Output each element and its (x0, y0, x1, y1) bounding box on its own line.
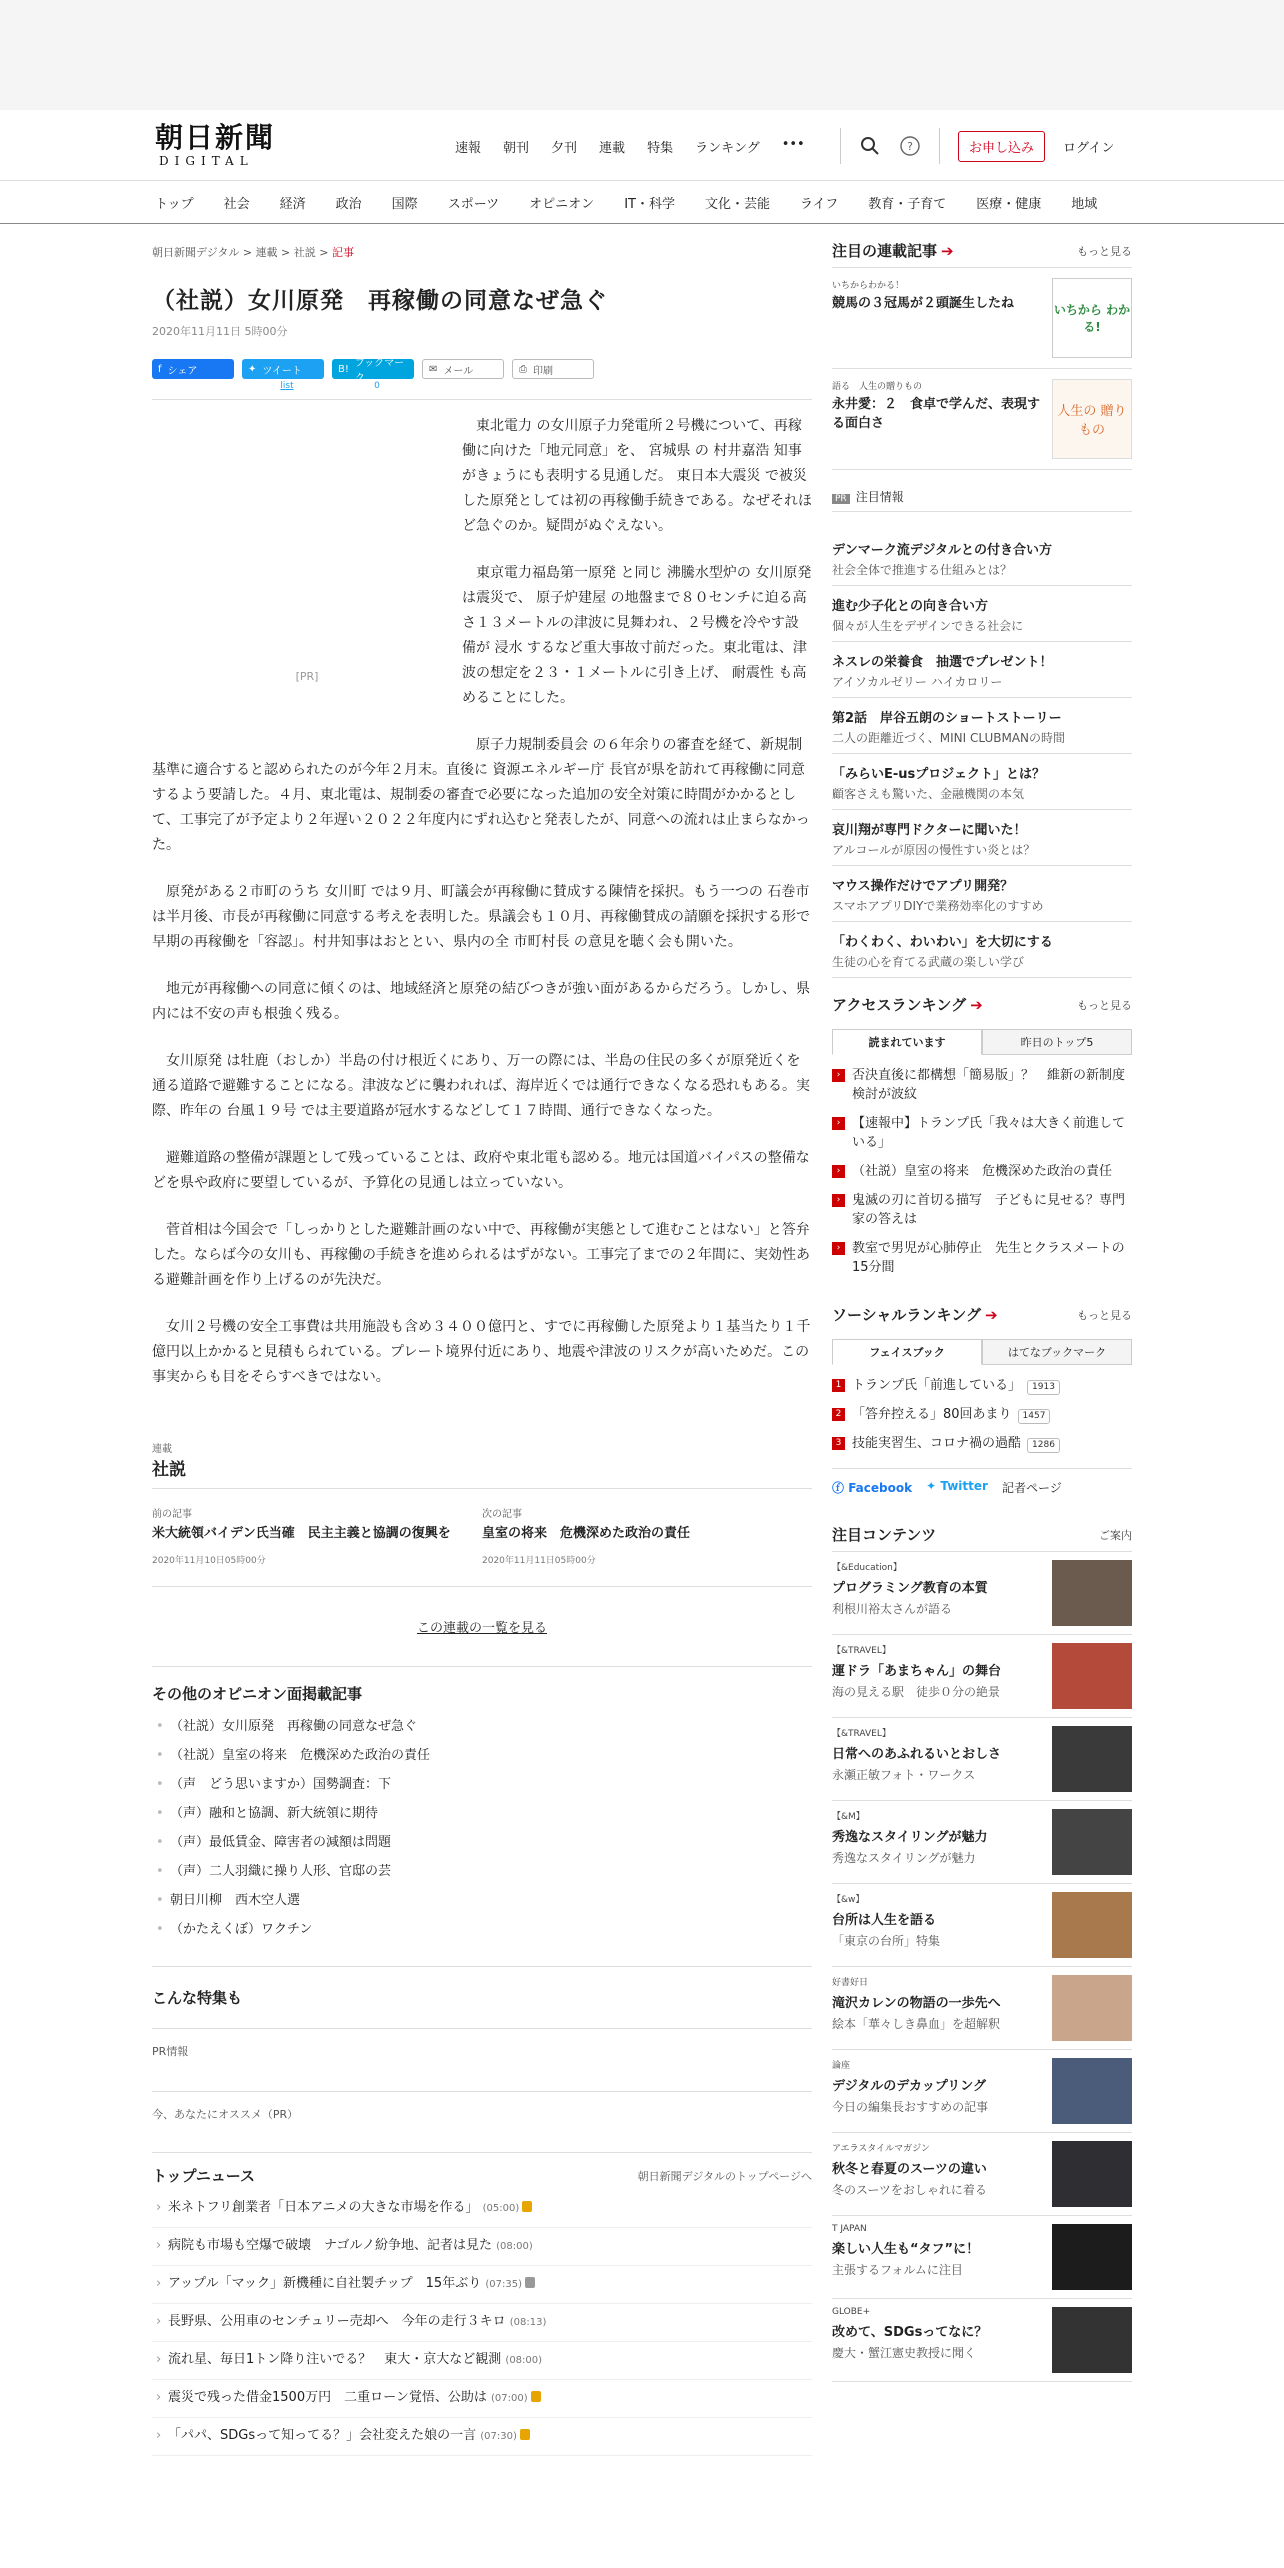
cat-keizai[interactable]: 経済 (279, 196, 306, 212)
facebook-share-button[interactable] (152, 359, 234, 379)
pr-label: [PR] (295, 670, 319, 683)
rank-marker-icon: › (832, 1117, 845, 1130)
content-thumb (1052, 1643, 1132, 1709)
serial-item[interactable] (832, 369, 1132, 470)
article-paragraph: 地元が再稼働への同意に傾くのは、地域経済と原発の結びつきが強い面があるからだろう。しかし、県内には不安の声も根強く残る。 (152, 981, 810, 1022)
content-title: デジタルのデカップリング (832, 2079, 987, 2094)
news-time: (07:00) (490, 2393, 528, 2404)
ranking-item[interactable] (832, 1186, 1132, 1234)
ranking-item[interactable] (832, 1061, 1132, 1109)
header-actions (840, 128, 1114, 164)
rank-marker-icon: › (832, 1069, 845, 1082)
pr-item-sub: 生徒の心を育てる武蔵の楽しい学び (832, 955, 1025, 969)
content-item[interactable] (832, 2133, 1132, 2216)
divider (840, 128, 841, 164)
facebook-icon: ⓕ (832, 1481, 849, 1495)
next-article[interactable] (482, 1505, 812, 1566)
pr-item-title: 「わくわく、わいわい」を大切にする (832, 935, 1053, 950)
content-tag: 【&TRAVEL】 (832, 1646, 891, 1656)
lock-icon (525, 2277, 535, 2288)
ranking-title: 【速報中】トランプ氏「我々は大きく前進している」 (852, 1116, 1126, 1150)
social-links (832, 1468, 1132, 1496)
news-time: (05:00) (482, 2203, 520, 2214)
article-paragraph: 女川原発 は牡鹿（おしか）半島の付け根近くにあり、万一の際には、半島の住民の多くが原発近くを通る道路で避難することになる。津波などに襲われれば、海岸近くでは通行できなくなる恐れもある。実際、昨年の 台風１９号 では主要道路が冠水するなどして１７時間、通行できなくなった。 (152, 1053, 810, 1119)
news-time: (08:13) (509, 2317, 547, 2328)
content-tag: アエラスタイルマガジン (832, 2144, 930, 2154)
help-icon[interactable] (899, 135, 921, 157)
series-label: 連載 (152, 1444, 172, 1455)
nav-rensai[interactable]: 連載 (599, 141, 626, 156)
apply-button[interactable]: お申し込み (958, 131, 1045, 162)
content-thumb (1052, 2141, 1132, 2207)
rank-number: 2 (832, 1408, 845, 1421)
cat-top[interactable]: トップ (155, 196, 194, 212)
share-count: 1913 (1027, 1380, 1060, 1395)
twitter-share-button[interactable] (242, 359, 324, 379)
series-name[interactable]: 社説 (152, 1460, 186, 1480)
access-title: アクセスランキング (832, 996, 967, 1014)
share-label: シェア (167, 365, 198, 377)
content-thumb (1052, 1892, 1132, 1958)
facebook-icon: f (158, 363, 162, 375)
prev-next (152, 1488, 812, 1566)
topnews-link[interactable]: 朝日新聞デジタルのトップページへ (637, 2169, 812, 2183)
feature-title: こんな特集も (152, 1989, 243, 2007)
content-item[interactable] (832, 1967, 1132, 2050)
list-item[interactable]: • （かたえくぼ）ワクチン (152, 1915, 812, 1944)
facebook-label: Facebook (848, 1481, 913, 1495)
content-sub: 主張するフォルムに注目 (832, 2263, 963, 2277)
serial-title: 注目の連載記事 (832, 242, 938, 260)
list-item[interactable]: • 朝日川柳 西木空人選 (152, 1886, 812, 1915)
rank-number: 1 (832, 1379, 845, 1392)
prev-title: 米大統領バイデン氏当確 民主主義と協調の復興を (152, 1526, 451, 1541)
rank-number: 3 (832, 1437, 845, 1450)
series-list-link[interactable]: この連載の一覧を見る (416, 1621, 547, 1636)
news-title: 「パパ、SDGsって知ってる？」会社変えた娘の一言 (168, 2428, 477, 2443)
next-date: 2020年11月11日05時00分 (482, 1556, 596, 1566)
pr-item-sub: 顧客さえも驚いた、金融機関の本気 (832, 787, 1025, 801)
content-item[interactable] (832, 2216, 1132, 2299)
series-block (152, 1440, 812, 1667)
nav-choukan[interactable]: 朝刊 (503, 141, 530, 156)
news-title: 長野県、公用車のセンチュリー売却へ 今年の走行３キロ (168, 2314, 506, 2329)
tweet-count[interactable]: list (280, 381, 294, 391)
serial-item[interactable] (832, 268, 1132, 369)
site-logo[interactable] (155, 122, 285, 168)
next-label: 次の記事 (482, 1509, 522, 1520)
ranking-title: 技能実習生、コロナ禍の過酷 (852, 1436, 1022, 1451)
nav-ranking[interactable]: ランキング (695, 141, 760, 156)
list-item[interactable]: • （声 どう思いますか）国勢調査：下 (152, 1770, 812, 1799)
rank-marker-icon: › (832, 1165, 845, 1178)
hatena-bookmark-button[interactable] (332, 358, 414, 384)
serial-item-title: 競馬の３冠馬が２頭誕生したね (832, 296, 1015, 311)
content-tag: 好書好日 (832, 1978, 869, 1988)
news-time: (07:30) (480, 2431, 517, 2442)
content-item[interactable] (832, 1884, 1132, 1967)
pr-item-title: 進む少子化との向き合い方 (832, 599, 989, 614)
prev-label: 前の記事 (152, 1509, 192, 1520)
pr-item-sub: 二人の距離近づく、MINI CLUBMANの時間 (832, 731, 1066, 745)
news-item[interactable] (152, 2418, 812, 2456)
access-tabs (832, 1029, 1132, 1055)
pr-info-label: PR情報 (152, 2028, 812, 2059)
article-paragraph: 原発がある２市町のうち 女川町 では９月、町議会が再稼働に賛成する陳情を採択。もう一つの 石巻市 は半月後、市長が再稼働に同意する考えを表明した。県議会も１０月、再稼働賛成の請願を採択する形で早期の再稼働を「容認」。村井知事はおととい、県内の全 市町村長 の意見を聴く会も開いた。 (152, 884, 810, 950)
twitter-icon: ✦ (926, 1479, 941, 1493)
nav-more[interactable]: ••• (781, 137, 805, 152)
content-sub: 永瀬正敏フォト・ワークス (832, 1768, 976, 1782)
hatena-icon: B! (338, 363, 349, 375)
content-title: 日常へのあふれるいとおしさ (832, 1747, 1002, 1762)
tab-yesterday[interactable]: 昨日のトップ5 (982, 1029, 1132, 1055)
recommend-label: 今、あなたにオススメ（PR） (152, 2091, 812, 2122)
mail-button[interactable] (422, 359, 504, 379)
serial-header (832, 240, 1132, 268)
news-title: 震災で残った借金1500万円 二重ローン覚悟、公助は (168, 2390, 487, 2405)
top-ad-area (0, 0, 1284, 110)
news-time: (08:00) (496, 2241, 533, 2252)
pr-item-sub: 個々が人生をデザインできる社会に (832, 619, 1024, 633)
serial-tag: いちからわかる！ (832, 281, 905, 291)
pr-item[interactable] (832, 866, 1132, 922)
access-ranking (832, 994, 1132, 1282)
list-item[interactable]: • （社説）女川原発 再稼働の同意なぜ急ぐ (152, 1712, 812, 1741)
share-bar (152, 358, 812, 384)
article-paragraph: 避難道路の整備が課題として残っていることは、政府や東北電も認める。地元は国道バイパスの整備などを県や政府に要望しているが、予算化の見通しは立っていない。 (152, 1150, 810, 1191)
social-title: ソーシャルランキング (832, 1306, 981, 1324)
content-tag: 【&M】 (832, 1812, 865, 1822)
main-column (152, 240, 812, 2456)
serial-more-link[interactable]: もっと見る (1077, 244, 1132, 258)
news-title: 米ネトフリ創業者「日本アニメの大きな市場を作る」 (168, 2200, 479, 2215)
contents-title: 注目コンテンツ (832, 1526, 937, 1544)
print-icon: ⎙ (519, 363, 527, 375)
news-item[interactable] (152, 2342, 812, 2380)
content-sub: 今日の編集長おすすめの記事 (832, 2100, 989, 2114)
article-title: （社説）女川原発 再稼働の同意なぜ急ぐ (152, 288, 608, 314)
cat-shakai[interactable]: 社会 (223, 196, 250, 212)
ranking-title: 否決直後に都構想「簡易版」？ 維新の新制度検討が波紋 (852, 1068, 1126, 1102)
article-body (152, 414, 812, 1390)
content-item[interactable] (832, 1635, 1132, 1718)
category-nav (0, 180, 1284, 224)
pr-ad-slot (152, 414, 462, 734)
content-thumb (1052, 2224, 1132, 2290)
pr-item[interactable] (832, 586, 1132, 642)
svg-text:?: ? (907, 140, 913, 153)
facebook-link[interactable] (832, 1479, 912, 1496)
content-sub: 慶大・蟹江憲史教授に聞く (832, 2346, 977, 2360)
print-button[interactable] (512, 359, 594, 379)
content-tag: T JAPAN (832, 2224, 867, 2234)
pr-item-title: ネスレの栄養食 抽選でプレゼント！ (832, 655, 1053, 670)
content-thumb (1052, 1975, 1132, 2041)
ranking-item[interactable] (832, 1157, 1132, 1186)
arrow-right-icon: ➔ (984, 1306, 998, 1324)
ranking-item[interactable] (832, 1429, 1132, 1458)
news-item[interactable] (152, 2228, 812, 2266)
pr-item-title: マウス操作だけでアプリ開発？ (832, 879, 1014, 894)
social-list (832, 1371, 1132, 1458)
news-title: アップル「マック」新機種に自社製チップ 15年ぶり (168, 2276, 482, 2291)
access-more-link[interactable]: もっと見る (1077, 998, 1132, 1012)
list-item[interactable]: • （声）最低賃金、障害者の減額は問題 (152, 1828, 812, 1857)
content-title: プログラミング教育の本質 (832, 1581, 988, 1596)
cat-seiji[interactable]: 政治 (335, 196, 362, 212)
pr-item-sub: アルコールが原因の慢性すい炎とは？ (832, 843, 1036, 857)
tab-reading[interactable]: 読まれています (832, 1029, 982, 1055)
pr-item-title: 哀川翔が専門ドクターに聞いた！ (832, 823, 1027, 838)
site-header (0, 110, 1284, 180)
twitter-icon: ✦ (248, 363, 257, 375)
rank-marker-icon: › (832, 1194, 845, 1207)
content-sub: 秀逸なスタイリングが魅力 (832, 1851, 976, 1865)
content-title: 秀逸なスタイリングが魅力 (832, 1830, 988, 1845)
list-item[interactable]: • （社説）皇室の将来 危機深めた政治の責任 (152, 1741, 812, 1770)
ranking-title: （社説）皇室の将来 危機深めた政治の責任 (852, 1164, 1113, 1179)
pr-item-sub: アイソカルゼリー ハイカロリー (832, 675, 1003, 689)
pr-item-title: 「みらいE-usプロジェクト」とは？ (832, 767, 1046, 782)
article-paragraph: 原子力規制委員会 の６年余りの審査を経て、新規制基準に適合すると認められたのが今年２月末。直後に 資源エネルギー庁 長官が県を訪れて再稼働に同意するよう要請した。４月、東北電は、規制委の審査で必要になった追加の安全対策に時間がかかるとして、工事完了が予定より２年遅い２０２２年度内にずれ込むと発表したが、同意への流れは止まらなかった。 (152, 737, 810, 853)
print-label: 印刷 (533, 365, 553, 377)
bookmark-label: ブックマーク (354, 358, 405, 384)
content-title: 台所は人生を語る (832, 1913, 937, 1928)
content-sub: 海の見える駅 徒歩０分の絶景 (832, 1685, 1001, 1699)
cat-kokusai[interactable]: 国際 (391, 196, 418, 212)
share-count: 1286 (1027, 1438, 1060, 1453)
pr-list (832, 530, 1132, 978)
ranking-title: 「答弁控える」80回あまり (852, 1407, 1012, 1422)
top-news (152, 2152, 812, 2456)
lock-icon (531, 2391, 541, 2402)
pr-item-title: デンマーク流デジタルとの付き合い方 (832, 543, 1052, 558)
content-thumb (1052, 1560, 1132, 1626)
tweet-label: ツイート (262, 365, 302, 377)
content-tag: 【&TRAVEL】 (832, 1729, 891, 1739)
content-sub: 利根川裕太さんが語る (832, 1602, 953, 1616)
lock-icon (522, 2201, 532, 2212)
content-title: 秋冬と春夏のスーツの違い (832, 2162, 987, 2177)
content-title: 運ドラ「あまちゃん」の舞台 (832, 1664, 1002, 1679)
pr-item[interactable] (832, 922, 1132, 978)
cat-chiiki[interactable]: 地域 (1071, 196, 1098, 212)
article-paragraph: 女川２号機の安全工事費は共用施設も含め３４００億円と、すでに再稼働した原発より１基当たり１千億円以上かかると見積もられている。プレート境界付近にあり、地震や津波のリスクが高いためだ。この事実からも目をそらすべきではない。 (152, 1319, 811, 1385)
serial-thumb: いちから わかる! (1052, 278, 1132, 358)
content-tag: 論座 (832, 2061, 851, 2071)
share-count: 1457 (1018, 1409, 1051, 1424)
article-paragraph: 東北電力 の女川原子力発電所２号機について、再稼働に向けた「地元同意」を、 宮城県 の 村井嘉浩 知事がきょうにも表明する見通しだ。 東日本大震災 で被災した原発としては初の再稼働手続きである。なぜそれほど急ぐのか。疑問がぬぐえない。 (462, 418, 812, 534)
next-title: 皇室の将来 危機深めた政治の責任 (482, 1526, 691, 1541)
guide-link[interactable]: ご案内 (1099, 1528, 1132, 1542)
pr-item-sub: 社会全体で推進する仕組みとは？ (832, 563, 1013, 577)
content-item[interactable] (832, 1718, 1132, 1801)
opinion-title: その他のオピニオン面掲載記事 (152, 1685, 363, 1703)
crumb-current: 記事 (332, 246, 354, 259)
cat-opinion[interactable]: オピニオン (529, 196, 595, 212)
crumb-rensai[interactable]: 連載 (255, 246, 278, 259)
content-tag: 【&Education】 (832, 1563, 902, 1573)
ranking-item[interactable] (832, 1400, 1132, 1429)
pr-title: 注目情報 (855, 490, 904, 504)
serial-tag: 語る 人生の贈りもの (832, 382, 923, 392)
content-item[interactable] (832, 1801, 1132, 1884)
pr-item[interactable] (832, 754, 1132, 810)
access-list (832, 1061, 1132, 1282)
content-thumb (1052, 2307, 1132, 2373)
cat-life[interactable]: ライフ (799, 196, 839, 212)
social-tabs (832, 1339, 1132, 1365)
content-thumb (1052, 2058, 1132, 2124)
article-date: 2020年11月11日 5時00分 (152, 325, 288, 338)
content-title: 滝沢カレンの物語の一歩先へ (832, 1996, 1001, 2011)
news-item[interactable] (152, 2190, 812, 2228)
ranking-title: 鬼滅の刃に首切る描写 子どもに見せる？専門家の答えは (852, 1193, 1126, 1227)
opinion-block (152, 1683, 812, 1944)
ranking-item[interactable] (832, 1234, 1132, 1282)
cat-sports[interactable]: スポーツ (447, 196, 500, 212)
news-item[interactable] (152, 2380, 812, 2418)
crumb-home[interactable]: 朝日新聞デジタル (152, 246, 240, 259)
crumb-shasetsu[interactable]: 社説 (293, 246, 316, 259)
pr-header (832, 488, 1132, 512)
article-paragraph: 菅首相は今国会で「しっかりとした避難計画のない中で、再稼働が実態として進むことはない」と答弁した。ならば今の女川も、再稼働の手続きを進められるはずがない。工事完了までの２年間に、実効性ある避難計画を作り上げるのが先決だ。 (152, 1222, 810, 1288)
twitter-label: Twitter (940, 1479, 988, 1493)
content-thumb (1052, 1809, 1132, 1875)
pr-item[interactable] (832, 642, 1132, 698)
content-sub: 「東京の台所」特集 (832, 1934, 941, 1948)
content-item[interactable] (832, 2050, 1132, 2133)
ranking-title: 教室で男児が心肺停止 先生とクラスメートの15分間 (852, 1241, 1125, 1275)
ranking-item[interactable] (832, 1371, 1132, 1400)
news-title: 病院も市場も空爆で破壊 ナゴルノ紛争地、記者は見た (168, 2238, 492, 2253)
content-title: 楽しい人生も“タフ”に！ (832, 2242, 980, 2257)
pr-item[interactable] (832, 698, 1132, 754)
serial-thumb: 人生の 贈りもの (1052, 379, 1132, 459)
logo-sub: DIGITAL (159, 154, 254, 168)
content-title: 改めて、SDGsってなに？ (832, 2325, 988, 2340)
contents-list (832, 1552, 1132, 2382)
pr-item[interactable] (832, 530, 1132, 586)
bookmark-count: 0 (374, 381, 380, 391)
topnews-title: トップニュース (152, 2167, 256, 2185)
pr-item-sub: スマホアプリDIYで業務効率化のすすめ (832, 899, 1044, 913)
content-sub: 絵本「華々しき鼻血」を超解釈 (832, 2017, 1001, 2031)
top-nav (455, 137, 805, 156)
breadcrumb: 朝日新聞デジタル > 連載 > 社説 > 記事 (152, 246, 354, 259)
twitter-link[interactable] (926, 1479, 988, 1496)
lock-icon (520, 2429, 530, 2440)
content-tag: GLOBE+ (832, 2307, 871, 2317)
content-item[interactable] (832, 1552, 1132, 1635)
featured-contents (832, 1524, 1132, 2382)
ranking-title: トランプ氏「前進している」 (852, 1378, 1022, 1393)
arrow-right-icon: ➔ (941, 242, 954, 260)
topnews-list (152, 2190, 812, 2456)
news-item[interactable] (152, 2304, 812, 2342)
content-thumb (1052, 1726, 1132, 1792)
content-tag: 【&w】 (832, 1895, 865, 1905)
cat-iryo[interactable]: 医療・健康 (976, 196, 1042, 212)
nav-yukan[interactable]: 夕刊 (551, 141, 578, 156)
tab-facebook[interactable]: フェイスブック (832, 1339, 982, 1365)
rank-marker-icon: › (832, 1242, 845, 1255)
content-item[interactable] (832, 2299, 1132, 2382)
mail-icon: ✉ (429, 363, 438, 375)
divider (939, 128, 940, 164)
prev-article[interactable] (152, 1505, 482, 1566)
login-link[interactable]: ログイン (1063, 140, 1115, 156)
pr-item-title: 第2話 岸谷五朗のショートストーリー (832, 711, 1062, 726)
search-icon[interactable] (859, 135, 881, 157)
tab-hatena[interactable]: はてなブックマーク (982, 1339, 1132, 1365)
list-item[interactable]: • （声）融和と協調、新大統領に期待 (152, 1799, 812, 1828)
nav-sokuho[interactable]: 速報 (455, 141, 482, 156)
article-paragraph: 東京電力福島第一原発 と同じ 沸騰水型炉の 女川原発 は震災で、 原子炉建屋 の地盤まで８０センチに迫る高さ１３メートルの津波に見舞われ、２号機を冷やす設備が 浸水 するなど重大事故寸前だった。東北電は、津波の想定を２３・１メートルに引き上げ、 耐震性 も高めることにした。 (462, 565, 812, 706)
social-more-link[interactable]: もっと見る (1077, 1308, 1132, 1322)
prev-date: 2020年11月10日05時00分 (152, 1556, 266, 1566)
arrow-right-icon: ➔ (970, 996, 983, 1014)
list-item[interactable]: • （声）二人羽織に操り人形、官邸の芸 (152, 1857, 812, 1886)
pr-item[interactable] (832, 810, 1132, 866)
share-counts (152, 381, 812, 391)
logo-main: 朝日新聞 (155, 121, 276, 154)
pr-badge: PR (832, 494, 850, 504)
mail-label: メール (443, 365, 474, 377)
news-item[interactable] (152, 2266, 812, 2304)
cat-bunka[interactable]: 文化・芸能 (704, 196, 770, 212)
nav-tokushu[interactable]: 特集 (647, 141, 674, 156)
feature-block (152, 1966, 812, 2122)
reporter-link[interactable]: 記者ページ (1001, 1481, 1062, 1495)
news-time: (07:35) (485, 2279, 522, 2290)
cat-it[interactable]: IT・科学 (624, 196, 675, 212)
cat-kyoiku[interactable]: 教育・子育て (868, 196, 947, 212)
opinion-list (152, 1712, 812, 1944)
social-ranking (832, 1304, 1132, 1496)
news-time: (08:00) (505, 2355, 543, 2366)
sidebar (832, 240, 1132, 2382)
ranking-item[interactable] (832, 1109, 1132, 1157)
news-title: 流れ星、毎日1トン降り注いでる？ 東大・京大など観測 (168, 2352, 502, 2367)
serial-item-title: 永井愛：２ 食卓で学んだ、表現する面白さ (832, 397, 1041, 431)
content-sub: 冬のスーツをおしゃれに着る (832, 2183, 987, 2197)
